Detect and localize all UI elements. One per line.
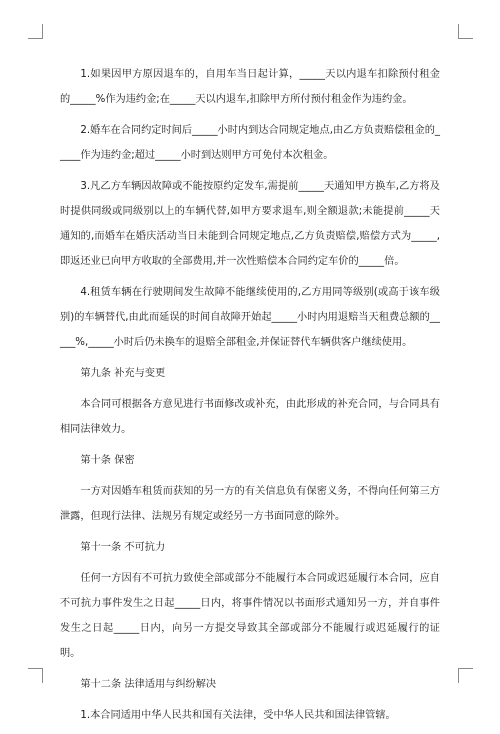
- document-body: [60, 62, 440, 734]
- article-9-heading: 第九条 补充与变更: [80, 368, 166, 379]
- article-10-heading: 第十条 保密: [80, 455, 135, 466]
- article-11-body: 任何一方因有不可抗力致使全部或部分不能履行本合同或迟延履行本合同，应自不可抗力事件发生之日起_____日内，将事件情况以书面形式通知另一方，并自事件发生之日起_____日内，向另一方提交导致其全部或部分不能履行或迟延履行的证明。: [60, 573, 440, 659]
- clause-item-4: 4.租赁车辆在行驶期间发生故障不能继续使用的,乙方用同等级别(或高于该车级别)的车辆替代,由此而延误的时间自故障开始起_____小时内用退赔当天租费总额的_____%,_____小时后仍未换车的退赔全部租金,并保证替代车辆供客户继续使用。: [60, 287, 440, 348]
- crop-mark-top-right: [458, 24, 473, 39]
- clause-item-1: 1.如果因甲方原因退车的，自用车当日起计算，_____天以内退车扣除预付租金的_____%作为违约金;在_____天以内退车,扣除甲方所付预付租金作为违约金。: [60, 69, 440, 105]
- crop-mark-top-left: [28, 24, 43, 39]
- clause-item-3: 3.凡乙方车辆因故障或不能按原约定发车,需提前_____天通知甲方换车,乙方将及时提供同级或同级别以上的车辆代替,如甲方要求退车,则全额退款;未能提前_____天通知的,而婚车在婚庆活动当日未能到合同规定地点,乙方负责赔偿,赔偿方式为_____,即返还业已向甲方收取的全部费用,并一次性赔偿本合同约定车价的_____倍。: [60, 181, 440, 267]
- article-11-heading: 第十一条 不可抗力: [80, 542, 166, 553]
- clause-item-2: 2.婚车在合同约定时间后_____小时内到达合同规定地点,由乙方负责赔偿租金的_____作为违约金;超过_____小时到达则甲方可免付本次租金。: [60, 125, 440, 161]
- article-12-heading: 第十二条 法律适用与纠纷解决: [80, 679, 217, 690]
- crop-mark-bottom-right: [458, 668, 473, 683]
- article-12-item-1: 1.本合同适用中华人民共和国有关法律，受中华人民共和国法律管辖。: [80, 710, 396, 721]
- article-9-body: 本合同可根据各方意见进行书面修改或补充，由此形成的补充合同，与合同具有相同法律效力。: [60, 399, 440, 435]
- crop-mark-bottom-left: [28, 668, 43, 683]
- article-10-body: 一方对因婚车租赁而获知的另一方的有关信息负有保密义务，不得向任何第三方泄露，但现行法律、法规另有规定或经另一方书面同意的除外。: [60, 486, 440, 522]
